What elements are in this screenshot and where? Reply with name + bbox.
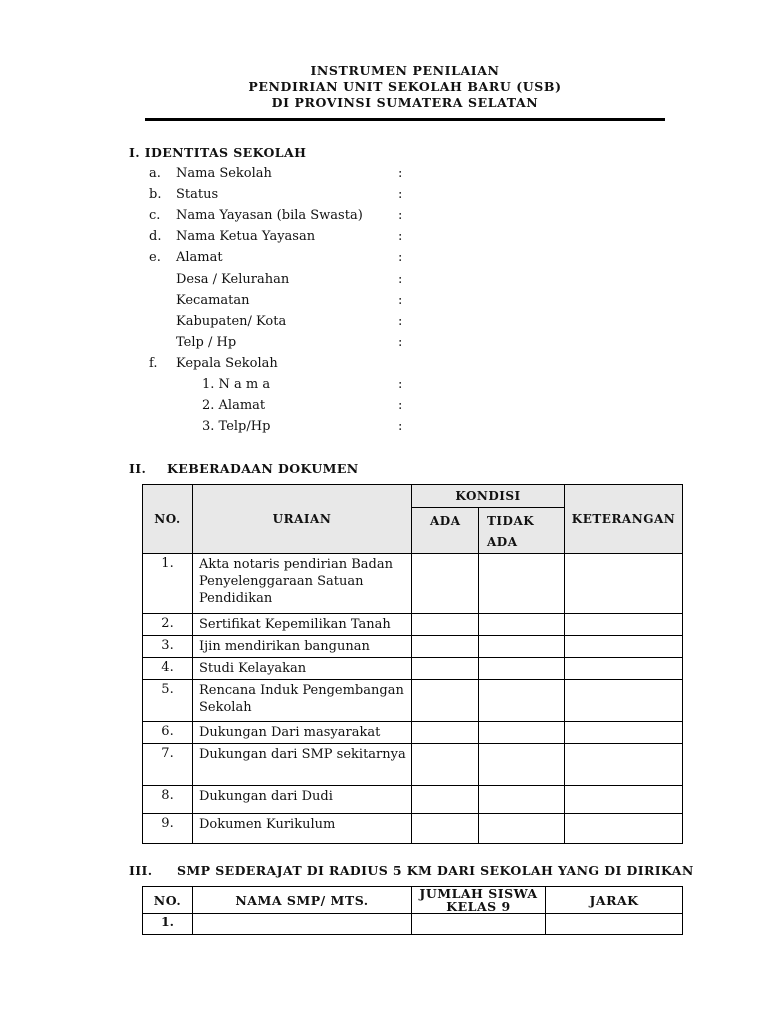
field-label: Alamat (176, 250, 223, 265)
table-row (143, 786, 683, 814)
col-header-keterangan: KETERANGAN (565, 485, 683, 554)
row-uraian-text: Studi Kelayakan (199, 661, 307, 676)
row-number (143, 658, 193, 680)
field-label: Desa / Kelurahan (176, 272, 290, 287)
col-header-no: NO. (143, 485, 193, 554)
field-colon: : (398, 187, 403, 202)
field-label: Status (176, 187, 219, 202)
row-keterangan-cell (565, 744, 683, 786)
row-number-text: 2. (161, 616, 174, 631)
identity-field-row (0, 247, 768, 268)
row-uraian-text: Sertifikat Kepemilikan Tanah (199, 617, 391, 632)
identity-field-row (0, 416, 768, 437)
section-3-number: III. (129, 863, 153, 878)
row-tidak-ada-cell (479, 786, 565, 814)
field-label: Telp / Hp (176, 335, 237, 350)
table-row (143, 614, 683, 636)
field-label: Nama Yayasan (bila Swasta) (176, 208, 363, 223)
col-header-tidak-line-1: TIDAK (487, 514, 535, 528)
field-label: Kecamatan (176, 293, 250, 308)
field-colon: : (398, 208, 403, 223)
header-line-3: DI PROVINSI SUMATERA SELATAN (271, 95, 539, 110)
row-keterangan-cell (565, 636, 683, 658)
row-ada-cell (412, 814, 479, 844)
identity-field-row (0, 290, 768, 311)
row-ada-cell (412, 722, 479, 744)
row-ada-cell (412, 658, 479, 680)
field-colon: : (398, 335, 403, 350)
identity-field-row (0, 269, 768, 290)
field-label: Kepala Sekolah (176, 356, 278, 371)
table-row (143, 658, 683, 680)
row-number (143, 554, 193, 614)
row-keterangan-cell (565, 554, 683, 614)
table-row (143, 722, 683, 744)
field-label: 1. N a m a (202, 377, 271, 392)
field-colon: : (398, 166, 403, 181)
field-colon: : (398, 377, 403, 392)
row-tidak-ada-cell (479, 814, 565, 844)
smp-table-row (143, 914, 683, 935)
field-colon: : (398, 419, 403, 434)
field-key: b. (149, 187, 162, 202)
document-header (145, 63, 665, 111)
field-colon: : (398, 314, 403, 329)
row-number (143, 744, 193, 786)
row-number-text: 6. (161, 724, 174, 739)
row-number (143, 636, 193, 658)
field-colon: : (398, 229, 403, 244)
identity-field-row (0, 374, 768, 395)
field-colon: : (398, 272, 403, 287)
section-1-title: I. IDENTITAS SEKOLAH (129, 145, 307, 160)
field-label: Nama Sekolah (176, 166, 272, 181)
row-uraian (193, 722, 412, 744)
field-colon: : (398, 398, 403, 413)
smp-col-header-jumlah (412, 887, 546, 914)
smp-row-nama-cell (193, 914, 412, 935)
row-uraian (193, 636, 412, 658)
row-keterangan-cell (565, 614, 683, 636)
identity-field-row (0, 226, 768, 247)
row-number (143, 680, 193, 722)
row-uraian-text: Dukungan dari Dudi (199, 789, 333, 804)
smp-col-header-jumlah-line-1: JUMLAH SISWA (419, 886, 538, 901)
row-number-text: 9. (161, 816, 174, 831)
row-tidak-ada-cell (479, 658, 565, 680)
col-header-tidak-ada (479, 508, 565, 554)
row-number (143, 722, 193, 744)
identity-field-row (0, 395, 768, 416)
row-uraian (193, 554, 412, 614)
row-ada-cell (412, 614, 479, 636)
row-uraian-text: Dokumen Kurikulum (199, 817, 336, 832)
row-ada-cell (412, 786, 479, 814)
table-row (143, 814, 683, 844)
col-header-uraian: URAIAN (193, 485, 412, 554)
row-ada-cell (412, 744, 479, 786)
row-uraian (193, 814, 412, 844)
row-keterangan-cell (565, 786, 683, 814)
section-2-title: KEBERADAAN DOKUMEN (167, 461, 359, 476)
field-key: f. (149, 356, 158, 371)
row-tidak-ada-cell (479, 636, 565, 658)
field-key: d. (149, 229, 162, 244)
row-ada-cell (412, 554, 479, 614)
row-tidak-ada-cell (479, 614, 565, 636)
row-number-text: 5. (161, 682, 174, 697)
col-header-kondisi: KONDISI (412, 485, 565, 508)
field-key: a. (149, 166, 161, 181)
field-key: c. (149, 208, 161, 223)
row-number-text: 1. (161, 556, 174, 571)
row-ada-cell (412, 680, 479, 722)
table-row (143, 554, 683, 614)
row-uraian (193, 744, 412, 786)
row-tidak-ada-cell (479, 722, 565, 744)
field-colon: : (398, 250, 403, 265)
row-ada-cell (412, 636, 479, 658)
smp-col-header-jumlah-line-2: KELAS 9 (446, 899, 511, 914)
row-keterangan-cell (565, 722, 683, 744)
field-label: 2. Alamat (202, 398, 266, 413)
col-header-tidak-line-2: ADA (487, 535, 518, 549)
row-uraian (193, 786, 412, 814)
field-key: e. (149, 250, 161, 265)
row-uraian-text: Dukungan dari SMP sekitarnya (199, 747, 406, 762)
row-number-text: 3. (161, 638, 174, 653)
field-label: Nama Ketua Yayasan (176, 229, 316, 244)
header-rule (145, 118, 665, 121)
identity-field-row (0, 163, 768, 184)
row-uraian (193, 614, 412, 636)
row-uraian (193, 680, 412, 722)
row-uraian-text: Ijin mendirikan bangunan (199, 639, 370, 654)
row-uraian-text: Dukungan Dari masyarakat (199, 725, 381, 740)
header-line-2: PENDIRIAN UNIT SEKOLAH BARU (USB) (248, 79, 562, 94)
row-keterangan-cell (565, 658, 683, 680)
header-line-1: INSTRUMEN PENILAIAN (310, 63, 500, 78)
row-number-text: 8. (161, 788, 174, 803)
table-row (143, 636, 683, 658)
table-row (143, 744, 683, 786)
smp-col-header-jarak: JARAK (546, 887, 683, 914)
field-label: Kabupaten/ Kota (176, 314, 287, 329)
identity-field-row (0, 184, 768, 205)
field-colon: : (398, 293, 403, 308)
row-tidak-ada-cell (479, 554, 565, 614)
smp-row-jarak-cell (546, 914, 683, 935)
identity-field-row (0, 311, 768, 332)
row-number (143, 614, 193, 636)
smp-col-header-no: NO. (143, 887, 193, 914)
identity-field-row (0, 353, 768, 374)
row-number-text: 7. (161, 746, 174, 761)
row-uraian-text: Akta notaris pendirian Badan Penyelenggaraan Satuan Pendidikan (199, 557, 393, 606)
row-number (143, 814, 193, 844)
smp-col-header-nama: NAMA SMP/ MTS. (193, 887, 412, 914)
col-header-ada: ADA (412, 508, 479, 554)
row-tidak-ada-cell (479, 680, 565, 722)
row-number-text: 4. (161, 660, 174, 675)
row-uraian (193, 658, 412, 680)
smp-row-jumlah-cell (412, 914, 546, 935)
row-tidak-ada-cell (479, 744, 565, 786)
smp-table (142, 886, 683, 935)
row-keterangan-cell (565, 680, 683, 722)
row-keterangan-cell (565, 814, 683, 844)
identity-field-row (0, 205, 768, 226)
field-label: 3. Telp/Hp (202, 419, 271, 434)
table-row (143, 680, 683, 722)
section-3-title: SMP SEDERAJAT DI RADIUS 5 KM DARI SEKOLAH YANG DI DIRIKAN (177, 863, 694, 878)
document-table (142, 484, 683, 844)
section-2-number: II. (129, 461, 147, 476)
row-number (143, 786, 193, 814)
smp-row-number: 1. (143, 914, 193, 935)
row-uraian-text: Rencana Induk Pengembangan Sekolah (199, 683, 404, 715)
identity-field-row (0, 332, 768, 353)
